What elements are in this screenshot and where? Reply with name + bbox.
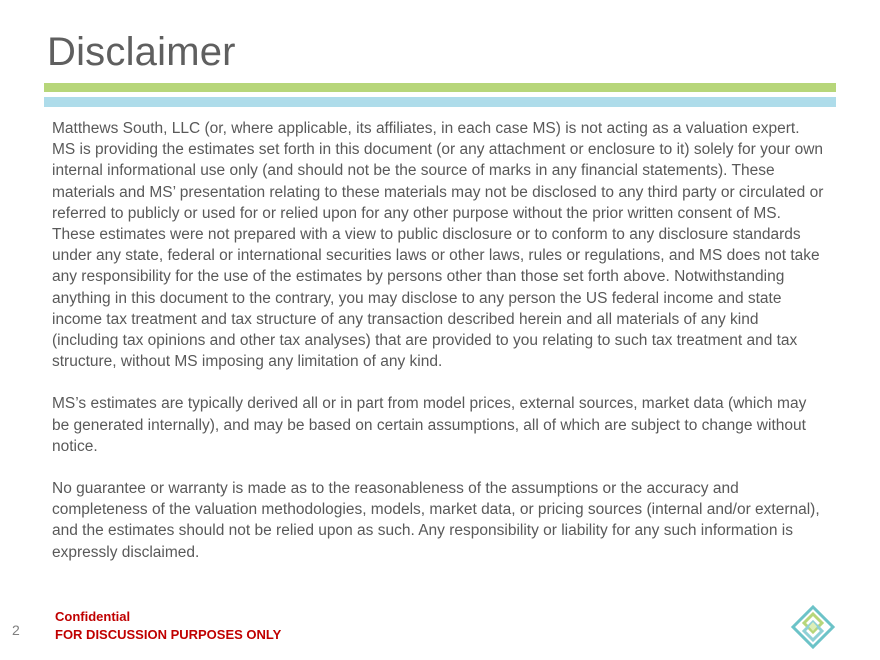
disclaimer-body [52, 118, 827, 584]
accent-bar-green [44, 83, 836, 92]
confidential-label: Confidential [55, 609, 131, 624]
accent-bar-blue [44, 97, 836, 107]
page-number: 2 [12, 622, 20, 638]
page-title: Disclaimer [47, 30, 236, 74]
diamond-logo-icon [790, 604, 836, 650]
discussion-label: FOR DISCUSSION PURPOSES ONLY [55, 627, 282, 642]
footer [55, 608, 281, 644]
disclaimer-paragraph-1: Matthews South, LLC (or, where applicable, its affiliates, in each case MS) is not acting as a valuation expert. MS is providing the estimates set forth in this document (or any attachment or enclosure to it) solely for your own internal informational use only (and should not be the source of marks in any financial statements). These materials and MS’ presentation relating to these materials may not be disclosed to any third party or circulated or referred to publicly or used for or relied upon for any other purpose without the prior written consent of MS. These estimates were not prepared with a view to public disclosure or to conform to any disclosure standards under any state, federal or international securities laws or other laws, rules or regulations, and MS does not take any responsibility for the use of the estimates by persons other than those set forth above. Notwithstanding anything in this document to the contrary, you may disclose to any person the US federal income and state income tax treatment and tax structure of any transaction described herein and all materials of any kind (including tax opinions and other tax analyses) that are provided to you relating to such tax treatment and tax structure, without MS imposing any limitation of any kind. [52, 120, 824, 371]
disclaimer-paragraph-2: MS’s estimates are typically derived all or in part from model prices, external sources, market data (which may be generated internally), and may be based on certain assumptions, all of which are subject to change without notice. [52, 395, 807, 455]
disclaimer-paragraph-3: No guarantee or warranty is made as to the reasonableness of the assumptions or the accuracy and completeness of the valuation methodologies, models, market data, or pricing sources (internal and/or external), and the estimates should not be relied upon as such. Any responsibility or liability for any such information is expressly disclaimed. [52, 480, 820, 561]
